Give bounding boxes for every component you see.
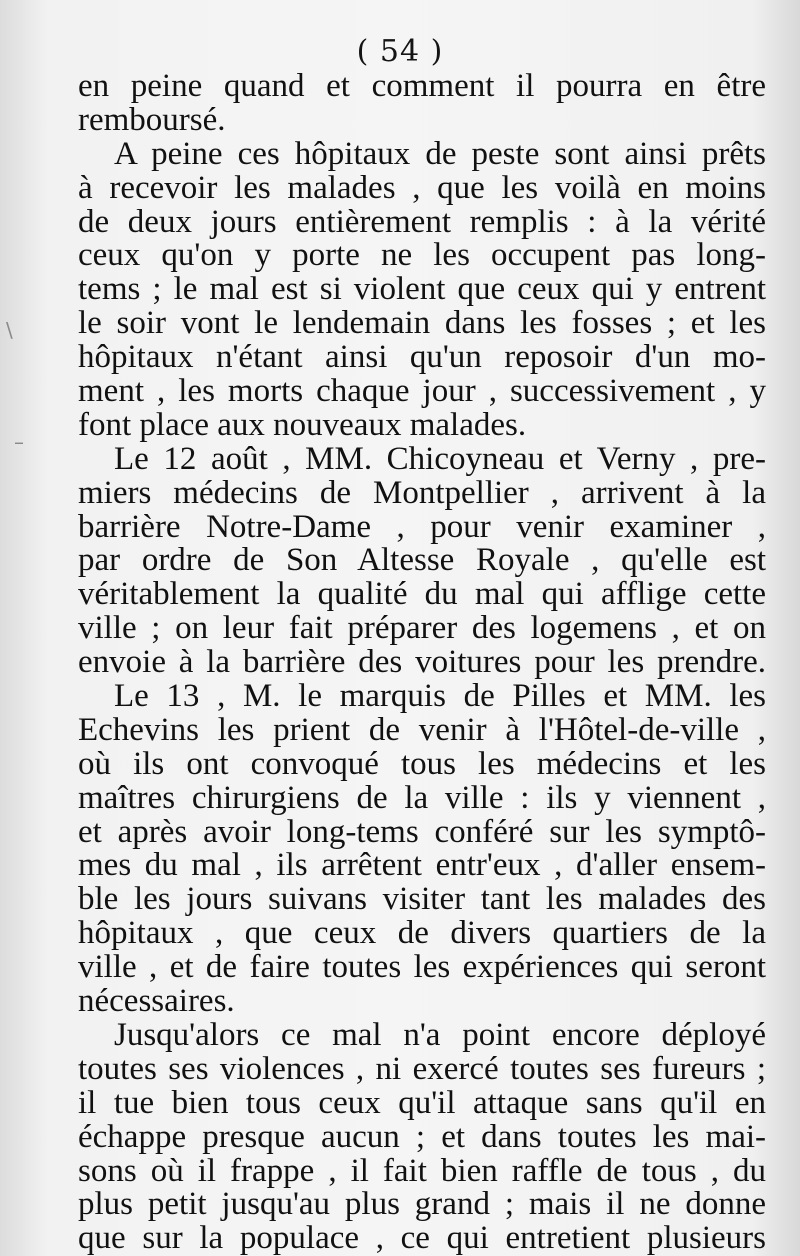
text-line: échappe presque aucun ; et dans toutes les mai- xyxy=(78,1118,766,1155)
text-line: véritablement la qualité du mal qui afflige cette xyxy=(78,576,766,613)
margin-mark: \ xyxy=(6,318,13,342)
text-line: toutes ses violences , ni exercé toutes ses fureurs ; xyxy=(78,1050,766,1087)
text-line: mes du mal , ils arrêtent entr'eux , d'aller ensem- xyxy=(78,847,766,884)
text-line: Echevins les prient de venir à l'Hôtel-de-ville , xyxy=(78,711,766,748)
text-line: il tue bien tous ceux qu'il attaque sans qu'il en xyxy=(78,1084,766,1121)
text-line: maîtres chirurgiens de la ville : ils y viennent , xyxy=(78,779,766,816)
text-line: hôpitaux , que ceux de divers quartiers de la xyxy=(78,915,766,952)
text-line: hôpitaux n'étant ainsi qu'un reposoir d'un mo- xyxy=(78,339,766,376)
text-line: remboursé. xyxy=(78,101,226,138)
text-line: barrière Notre-Dame , pour venir examiner , xyxy=(78,508,766,545)
margin-mark: – xyxy=(14,430,24,454)
text-line: miers médecins de Montpellier , arrivent à la xyxy=(78,474,766,511)
text-line: ville ; on leur fait préparer des logemens , et on xyxy=(78,610,766,647)
text-line: envoie à la barrière des voitures pour les prendre. xyxy=(78,644,766,681)
page-number: ( 54 ) xyxy=(356,34,444,69)
text-line: et après avoir long-tems conféré sur les symptô- xyxy=(78,813,766,850)
text-line: ment , les morts chaque jour , successivement , y xyxy=(78,373,766,410)
text-line: ble les jours suivans visiter tant les malades des xyxy=(78,881,766,918)
text-line: plus petit jusqu'au plus grand ; mais il ne donne xyxy=(78,1186,766,1223)
text-line: que sur la populace , ce qui entretient plusieurs xyxy=(78,1220,766,1256)
text-line: sons où il frappe , il fait bien raffle de tous , du xyxy=(78,1152,766,1189)
text-line: ceux qu'on y porte ne les occupent pas long- xyxy=(78,237,766,274)
text-line: Le 13 , M. le marquis de Pilles et MM. les xyxy=(114,678,766,715)
text-line: tems ; le mal est si violent que ceux qui y entrent xyxy=(78,271,766,308)
text-line: Jusqu'alors ce mal n'a point encore déployé xyxy=(114,1016,766,1053)
text-line: Le 12 août , MM. Chicoyneau et Verny , pre- xyxy=(114,440,766,477)
text-line: de deux jours entièrement remplis : à la vérité xyxy=(78,203,766,240)
text-line: par ordre de Son Altesse Royale , qu'elle est xyxy=(78,542,766,579)
text-line: le soir vont le lendemain dans les fosses ; et les xyxy=(78,305,766,342)
text-line: font place aux nouveaux malades. xyxy=(78,406,527,443)
text-line: ville , et de faire toutes les expériences qui seront xyxy=(78,949,766,986)
text-line: en peine quand et comment il pourra en être xyxy=(78,68,766,104)
text-line: à recevoir les malades , que les voilà en moins xyxy=(78,169,766,206)
text-line: où ils ont convoqué tous les médecins et les xyxy=(78,745,766,782)
text-line: A peine ces hôpitaux de peste sont ainsi prêts xyxy=(114,135,766,172)
body-text xyxy=(78,70,766,1256)
text-line: nécessaires. xyxy=(78,983,235,1020)
